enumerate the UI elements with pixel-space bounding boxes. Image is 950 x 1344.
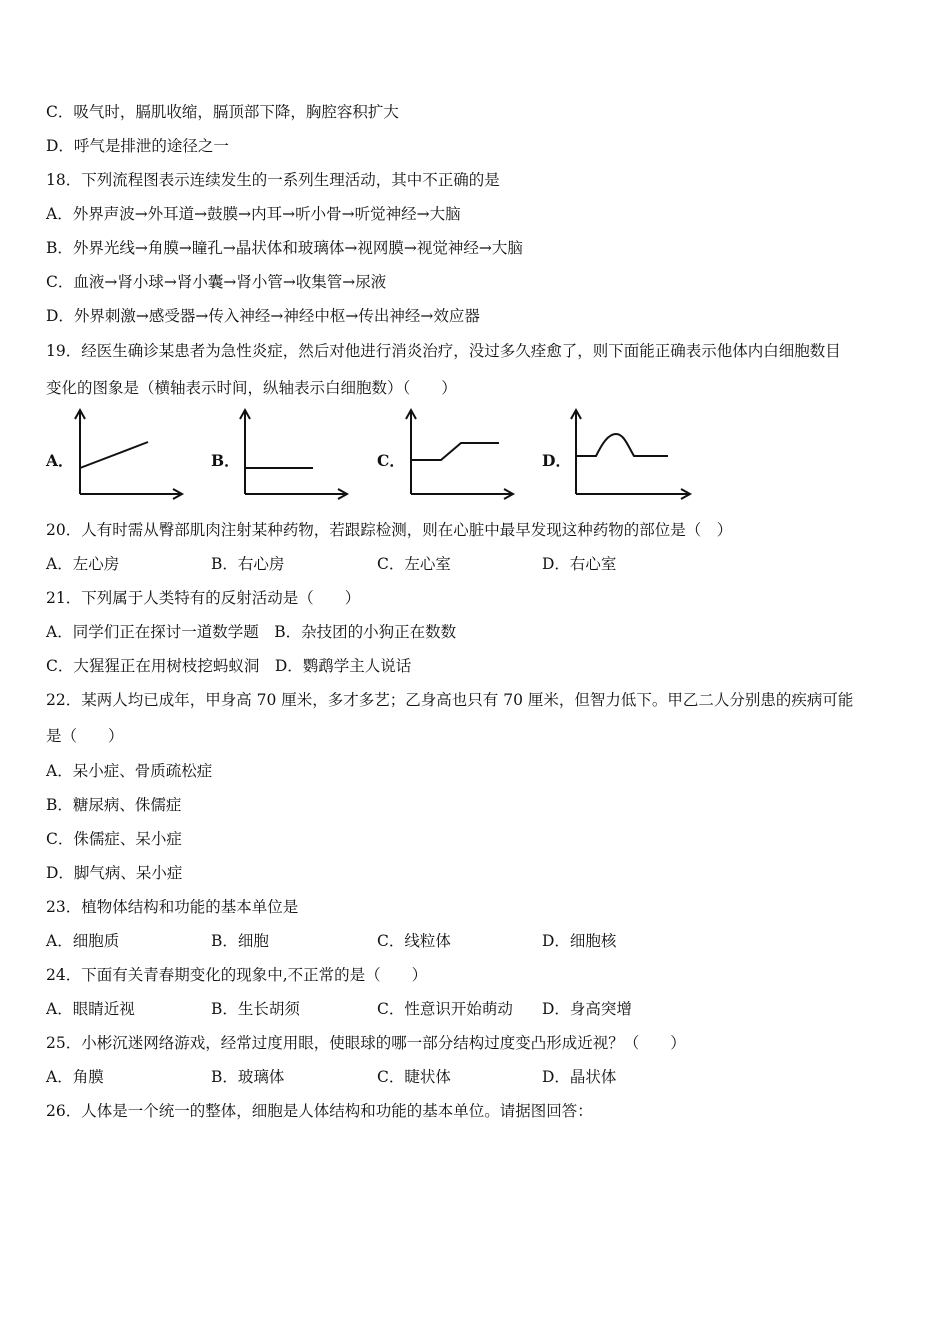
q25-option-b: B．玻璃体 bbox=[211, 1068, 285, 1086]
q20-option-a: A．左心房 bbox=[46, 555, 120, 573]
q20-option-b: B．右心房 bbox=[211, 555, 285, 573]
question-20: 20．人有时需从臀部肌肉注射某种药物，若跟踪检测，则在心脏中最早发现这种药物的部位是（ ） bbox=[46, 521, 733, 539]
question-22-line2: 是（ ） bbox=[46, 727, 124, 745]
question-25: 25．小彬沉迷网络游戏，经常过度用眼，使眼球的哪一部分结构过度变凸形成近视？（ ） bbox=[46, 1034, 686, 1052]
q19-graph-a bbox=[72, 406, 187, 500]
q19-graph-d-label: D． bbox=[542, 451, 571, 470]
q24-option-c: C．性意识开始萌动 bbox=[377, 1000, 513, 1018]
q23-option-c: C．线粒体 bbox=[377, 932, 451, 950]
q22-option-d: D．脚气病、呆小症 bbox=[46, 864, 183, 882]
question-26: 26．人体是一个统一的整体，细胞是人体结构和功能的基本单位。请据图回答： bbox=[46, 1102, 593, 1120]
q19-graph-a-curve bbox=[80, 442, 148, 468]
question-18: 18．下列流程图表示连续发生的一系列生理活动，其中不正确的是 bbox=[46, 171, 500, 189]
q18-option-b: B．外界光线→角膜→瞳孔→晶状体和玻璃体→视网膜→视觉神经→大脑 bbox=[46, 239, 523, 257]
q23-option-b: B．细胞 bbox=[211, 932, 269, 950]
q22-option-a: A．呆小症、骨质疏松症 bbox=[46, 762, 213, 780]
line-c-inhalation: C．吸气时，膈肌收缩，膈顶部下降，胸腔容积扩大 bbox=[46, 103, 399, 121]
question-22-line1: 22．某两人均已成年，甲身高 70 厘米，多才多艺；乙身高也只有 70 厘米，但智力低下。甲乙二人分别患的疾病可能 bbox=[46, 691, 854, 709]
q19-graph-a-label: A． bbox=[46, 451, 74, 470]
q25-option-d: D．晶状体 bbox=[542, 1068, 617, 1086]
question-19-line1: 19．经医生确诊某患者为急性炎症，然后对他进行消炎治疗，没过多久痊愈了，则下面能正确表示他体内白细胞数目 bbox=[46, 342, 841, 360]
q19-graph-c-curve bbox=[411, 443, 499, 460]
q25-option-a: A．角膜 bbox=[46, 1068, 104, 1086]
question-21: 21．下列属于人类特有的反射活动是（ ） bbox=[46, 589, 361, 607]
q19-graph-c-label: C． bbox=[377, 451, 405, 470]
q25-option-c: C．睫状体 bbox=[377, 1068, 451, 1086]
q20-option-c: C．左心室 bbox=[377, 555, 451, 573]
q23-option-d: D．细胞核 bbox=[542, 932, 617, 950]
q24-option-a: A．眼睛近视 bbox=[46, 1000, 135, 1018]
q19-graph-b-label: B． bbox=[211, 451, 240, 470]
q21-options-cd: C．大猩猩正在用树枝挖蚂蚁洞 D．鹦鹉学主人说话 bbox=[46, 657, 412, 675]
q22-option-b: B．糖尿病、侏儒症 bbox=[46, 796, 182, 814]
question-19-line2: 变化的图象是（横轴表示时间，纵轴表示白细胞数）（ ） bbox=[46, 379, 457, 397]
q19-graph-c bbox=[403, 406, 518, 500]
q20-option-d: D．右心室 bbox=[542, 555, 617, 573]
q18-option-d: D．外界刺激→感受器→传入神经→神经中枢→传出神经→效应器 bbox=[46, 307, 480, 325]
question-23: 23．植物体结构和功能的基本单位是 bbox=[46, 898, 299, 916]
q18-option-c: C．血液→肾小球→肾小囊→肾小管→收集管→尿液 bbox=[46, 273, 387, 291]
question-24: 24．下面有关青春期变化的现象中,不正常的是（ ） bbox=[46, 966, 428, 984]
q19-graph-d-curve bbox=[576, 434, 668, 456]
q19-graph-b bbox=[237, 406, 352, 500]
q18-option-a: A．外界声波→外耳道→鼓膜→内耳→听小骨→听觉神经→大脑 bbox=[46, 205, 461, 223]
q24-option-d: D．身高突增 bbox=[542, 1000, 632, 1018]
q19-graph-d bbox=[568, 406, 693, 500]
q24-option-b: B．生长胡须 bbox=[211, 1000, 300, 1018]
q22-option-c: C．侏儒症、呆小症 bbox=[46, 830, 182, 848]
q23-option-a: A．细胞质 bbox=[46, 932, 120, 950]
line-d-exhalation: D．呼气是排泄的途径之一 bbox=[46, 137, 229, 155]
q21-options-ab: A．同学们正在探讨一道数学题 B．杂技团的小狗正在数数 bbox=[46, 623, 457, 641]
